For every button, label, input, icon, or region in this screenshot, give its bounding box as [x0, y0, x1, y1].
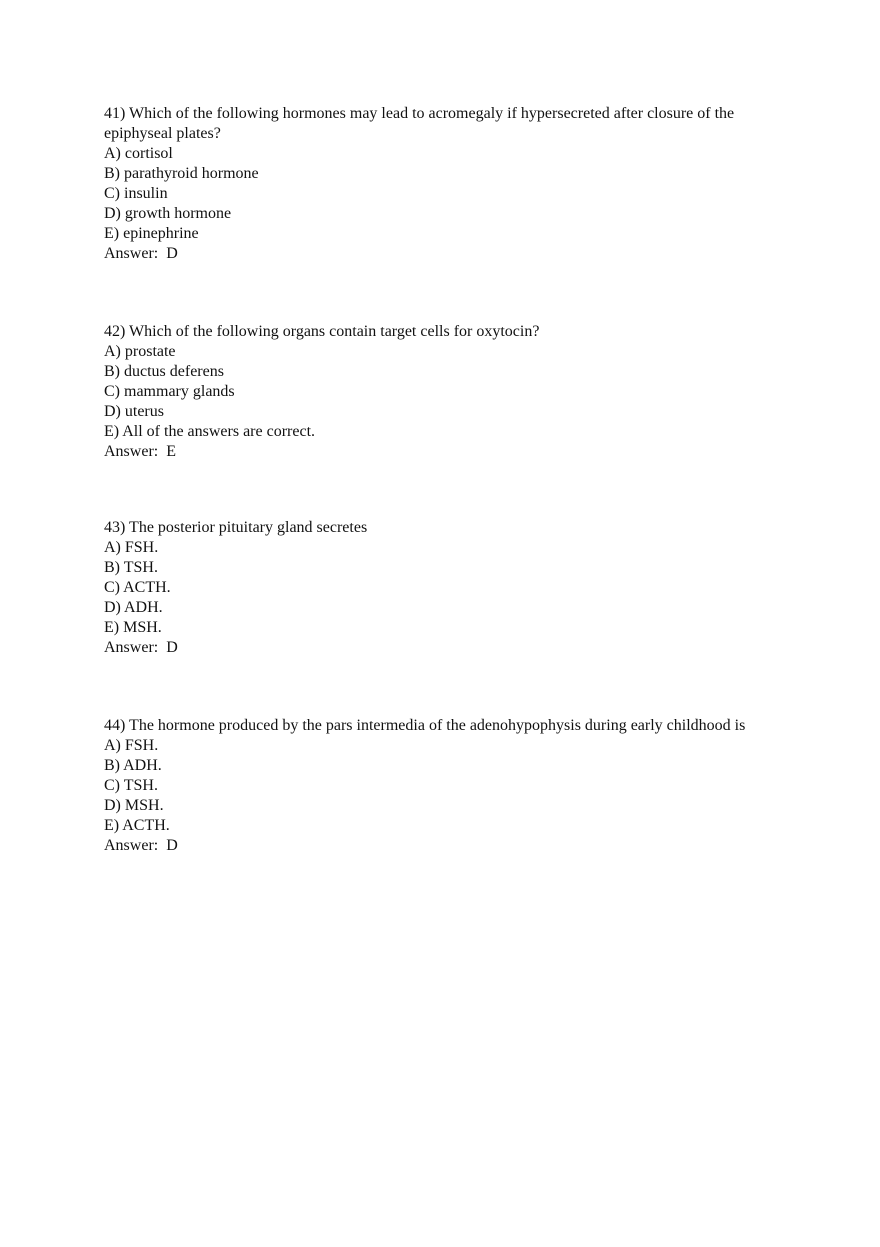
answer-line: Answer: D	[104, 245, 178, 262]
option-b: B) ADH.	[104, 757, 162, 774]
question-stem: 42) Which of the following organs contain target cells for oxytocin?	[104, 323, 540, 340]
question-stem: 43) The posterior pituitary gland secretes	[104, 519, 368, 536]
question-stem: 41) Which of the following hormones may lead to acromegaly if hypersecreted after closure of the epiphyseal plates?	[104, 105, 735, 142]
option-c: C) insulin	[104, 185, 168, 202]
option-b: B) TSH.	[104, 559, 158, 576]
option-a: A) FSH.	[104, 737, 159, 754]
question-41	[104, 104, 784, 264]
option-b: B) ductus deferens	[104, 363, 224, 380]
option-e: E) epinephrine	[104, 225, 199, 242]
option-a: A) prostate	[104, 343, 176, 360]
answer-line: Answer: D	[104, 639, 178, 656]
option-e: E) ACTH.	[104, 817, 170, 834]
option-a: A) FSH.	[104, 539, 159, 556]
option-b: B) parathyroid hormone	[104, 165, 259, 182]
question-42	[104, 322, 784, 462]
option-e: E) MSH.	[104, 619, 162, 636]
option-c: C) ACTH.	[104, 579, 171, 596]
option-d: D) ADH.	[104, 599, 163, 616]
option-d: D) MSH.	[104, 797, 164, 814]
option-c: C) TSH.	[104, 777, 158, 794]
option-c: C) mammary glands	[104, 383, 235, 400]
answer-line: Answer: E	[104, 443, 176, 460]
answer-line: Answer: D	[104, 837, 178, 854]
option-e: E) All of the answers are correct.	[104, 423, 316, 440]
option-d: D) uterus	[104, 403, 164, 420]
question-stem: 44) The hormone produced by the pars intermedia of the adenohypophysis during early childhood is	[104, 717, 746, 734]
question-43	[104, 518, 784, 658]
option-d: D) growth hormone	[104, 205, 232, 222]
option-a: A) cortisol	[104, 145, 173, 162]
question-44	[104, 716, 784, 856]
